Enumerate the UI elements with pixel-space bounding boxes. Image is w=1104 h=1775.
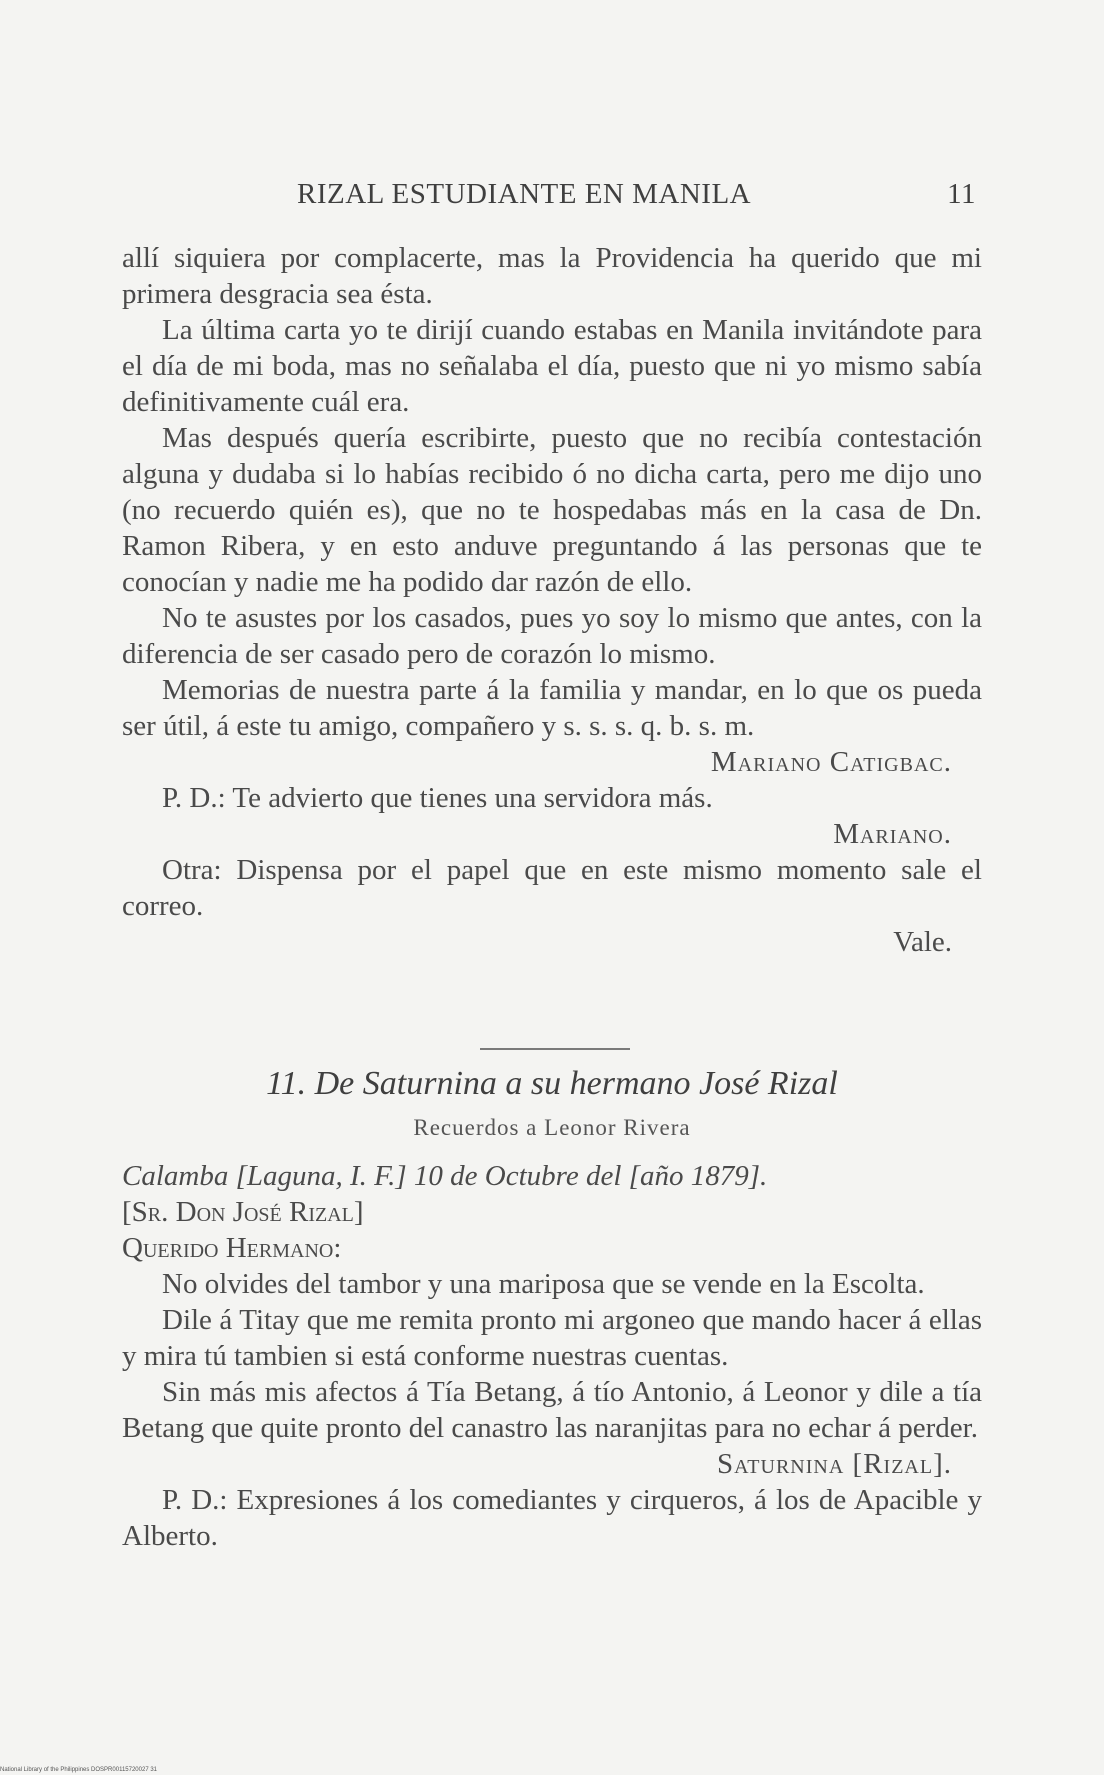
letter-two-addressee: [Sr. Don José Rizal] [122,1196,364,1228]
letter-two-subheading: Recuerdos a Leonor Rivera [413,1115,691,1140]
letter-one-paragraph: La última carta yo te dirijí cuando estabas en Manila invitándote para el día de mi boda, mas no señalaba el día, puesto que ni yo mismo sabía definitivamente cuál era. [122,314,982,418]
letter-two-salutation: Querido Hermano: [122,1232,342,1264]
letter-one-paragraph: No te asustes por los casados, pues yo soy lo mismo que antes, con la diferencia de ser casado pero de corazón lo mismo. [122,602,982,670]
letter-one-signature: Mariano Catigbac. [710,746,952,778]
letter-two [122,1158,982,1554]
letter-one-vale: Vale. [893,926,952,958]
letter-one-paragraph: allí siquiera por complacerte, mas la Providencia ha querido que mi primera desgracia sea ésta. [122,242,982,310]
running-title: RIZAL ESTUDIANTE EN MANILA [297,178,752,210]
letter-two-dateline: Calamba [Laguna, I. F.] 10 de Octubre del [año 1879]. [122,1160,768,1192]
letter-one-ps-signature: Mariano. [833,818,952,850]
letter-two-paragraph: No olvides del tambor y una mariposa que se vende en la Escolta. [162,1268,925,1300]
letter-two-paragraph: Sin más mis afectos á Tía Betang, á tío Antonio, á Leonor y dile a tía Betang que quite pronto del canastro las naranjitas para no echar á perder. [122,1376,982,1444]
section-divider [480,1048,630,1050]
letter-one-otra: Otra: Dispensa por el papel que en este mismo momento sale el correo. [122,854,982,922]
letter-two-signature: Saturnina [Rizal]. [716,1448,952,1480]
letter-one-paragraph: Memorias de nuestra parte á la familia y mandar, en lo que os pueda ser útil, á este tu amigo, compañero y s. s. s. q. b. s. m. [122,674,982,742]
letter-two-heading: 11. De Saturnina a su hermano José Rizal [266,1065,838,1102]
letter-two-postscript: P. D.: Expresiones á los comediantes y cirqueros, á los de Apacible y Alberto. [122,1484,982,1552]
letter-one-postscript: P. D.: Te advierto que tienes una servidora más. [162,782,713,814]
letter-one [122,240,982,960]
library-credit: National Library of the Philippines DOSPR00115720027 31 [0,1767,157,1773]
letter-two-paragraph: Dile á Titay que me remita pronto mi argoneo que mando hacer á ellas y mira tú tambien si está conforme nuestras cuentas. [122,1304,982,1372]
page-number: 11 [947,178,976,210]
letter-one-paragraph: Mas después quería escribirte, puesto que no recibía contestación alguna y dudaba si lo habías recibido ó no dicha carta, pero me dijo uno (no recuerdo quién es), que no te hospedabas más en la casa de Dn. Ramon Ribera, y en esto anduve preguntando á las personas que te conocían y nadie me ha podido dar razón de ello. [122,422,982,598]
